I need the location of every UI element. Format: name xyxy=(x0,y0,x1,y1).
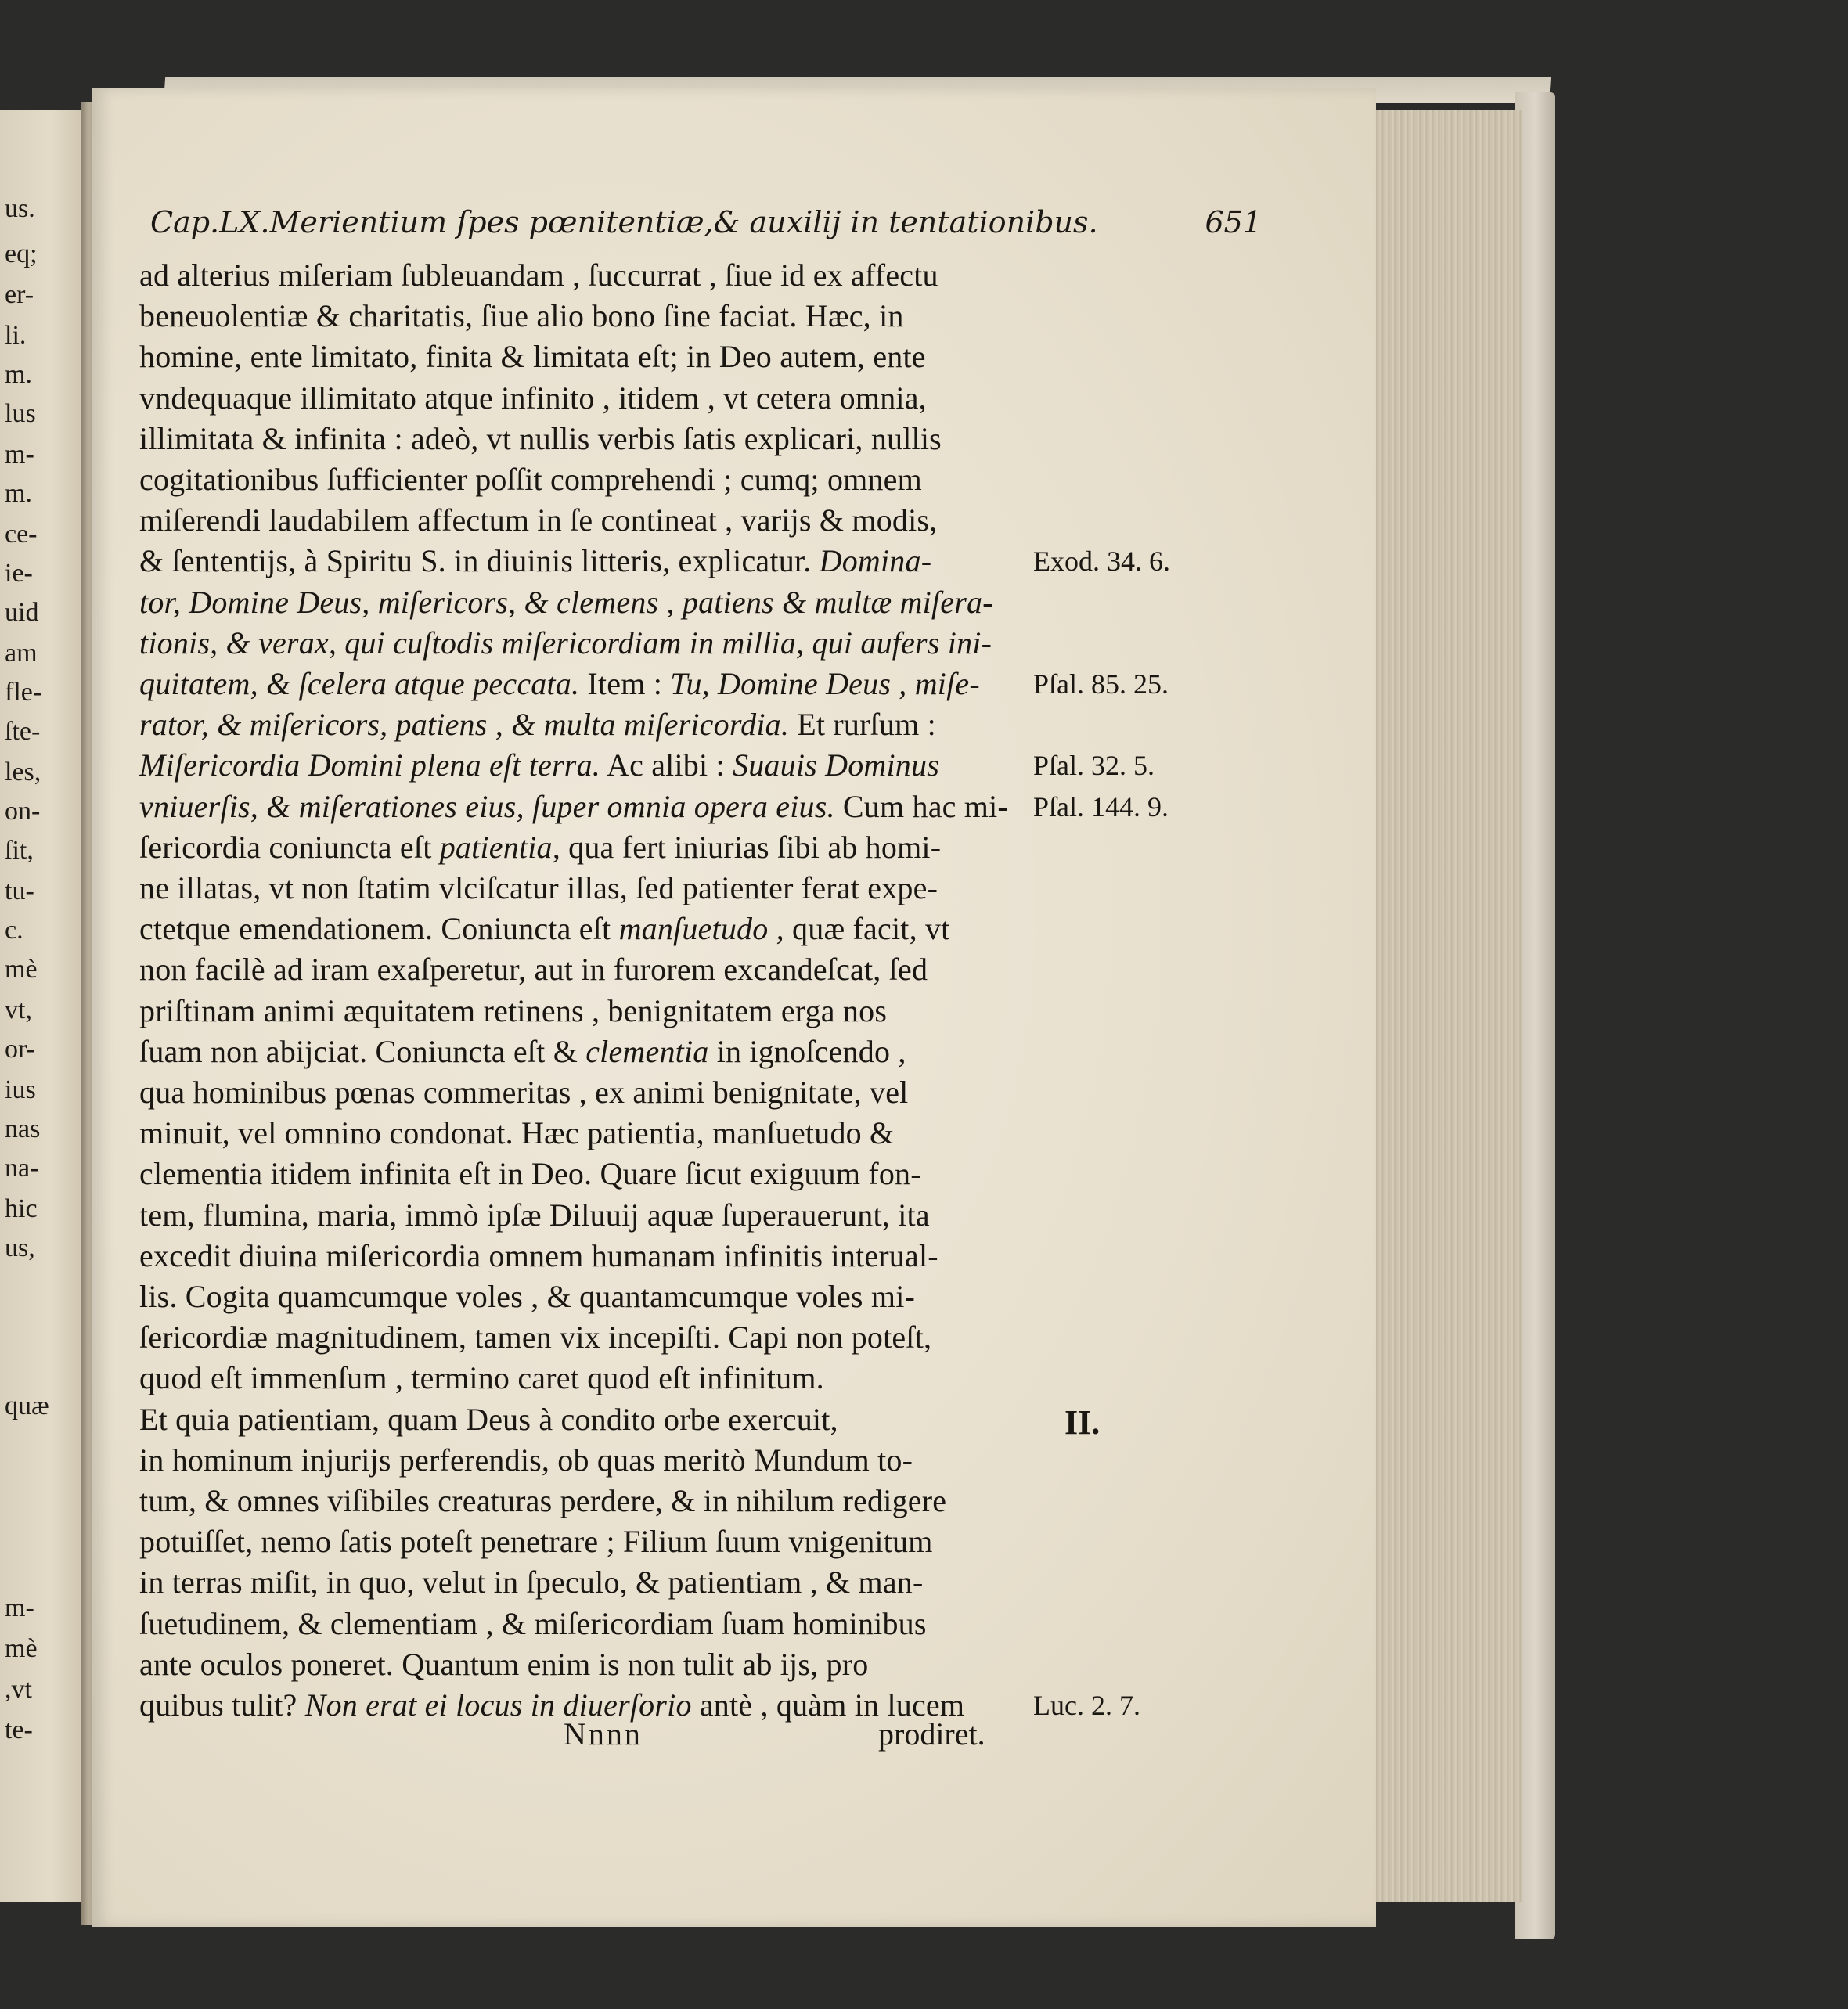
left-page-fragment: vt, xyxy=(5,995,32,1024)
marginal-reference: Exod. 34. 6. xyxy=(1033,545,1170,577)
left-page-fragment: les, xyxy=(5,758,41,787)
text-span: in ignoſcendo , xyxy=(708,1034,906,1069)
text-line xyxy=(139,1404,1018,1435)
left-page-fragment: on- xyxy=(5,797,41,826)
text-span: ſuam non abijciat. Coniuncta eſt & xyxy=(139,1034,586,1069)
text-line xyxy=(139,257,1018,293)
italic-span: tionis, & verax, qui cuſtodis miſericordiam in millia, qui aufers ini- xyxy=(139,625,992,661)
marginal-reference: Luc. 2. 7. xyxy=(1033,1690,1140,1721)
text-span: Cum hac mi- xyxy=(834,789,1008,824)
left-page xyxy=(0,110,85,1902)
text-span: antè , quàm in lucem xyxy=(691,1687,965,1723)
text-line xyxy=(139,1649,1018,1680)
text-line xyxy=(139,1485,1018,1517)
text-span: lis. Cogita quamcumque voles , & quantamcumque voles mi- xyxy=(139,1279,916,1314)
italic-span: clementia xyxy=(585,1034,709,1069)
text-span: quæ facit, vt xyxy=(784,911,950,946)
marginal-reference: Pſal. 144. 9. xyxy=(1033,791,1169,823)
text-line xyxy=(139,1197,1018,1233)
text-span: minuit, vel omnino condonat. Hæc patientia, manſuetudo & xyxy=(139,1115,895,1150)
left-page-fragment: ius xyxy=(5,1075,36,1104)
text-line xyxy=(139,1442,1018,1478)
text-span: ſuetudinem, & clementiam , & miſericordiam ſuam hominibus xyxy=(139,1606,927,1641)
text-span: cogitationibus ſufficienter poſſit comprehendi ; cumq; omnem xyxy=(139,462,922,497)
text-line xyxy=(139,464,1018,495)
left-page-fragment: or- xyxy=(5,1035,35,1064)
section-number: II. xyxy=(1064,1403,1101,1442)
text-line xyxy=(139,954,1018,985)
text-span: ne illatas, vt non ſtatim vlciſcatur illas, ſed patienter ferat expe- xyxy=(139,870,938,905)
running-head xyxy=(150,205,1262,239)
text-line xyxy=(139,1360,1018,1395)
text-line xyxy=(139,709,1018,740)
text-line xyxy=(139,1115,1018,1150)
left-page-fragment: li. xyxy=(5,321,27,350)
left-page-fragment: m. xyxy=(5,360,32,389)
text-line xyxy=(139,1526,1018,1557)
text-span: ſericordia coniuncta eſt xyxy=(139,830,440,865)
text-span: priſtinam animi æquitatem retinens , benignitatem erga nos xyxy=(139,993,888,1028)
text-span: in terras miſit, in quo, velut in ſpeculo, & patientiam , & man- xyxy=(139,1564,924,1600)
text-span: & ſententijs, à Spiritu S. in diuinis litteris, explicatur. xyxy=(139,543,820,578)
text-span: homine, ente limitato, finita & limitata eſt; in Deo autem, ente xyxy=(139,339,926,374)
text-span: excedit diuina miſericordia omnem humanam infinitis interual- xyxy=(139,1238,938,1273)
text-line xyxy=(139,423,1018,455)
text-span: potuiſſet, nemo ſatis poteſt penetrare ; Filium ſuum vnigenitum xyxy=(139,1524,933,1559)
left-page-fragment: m- xyxy=(5,440,34,469)
italic-span: tor, Domine Deus, miſericors, & clemens , patiens & multæ miſera- xyxy=(139,585,993,620)
left-page-fragment: er- xyxy=(5,280,34,309)
text-line xyxy=(139,832,1018,863)
text-span: vndequaque illimitato atque infinito , itidem , vt cetera omnia, xyxy=(139,380,927,416)
text-line xyxy=(139,791,1018,823)
marginal-reference: Pſal. 32. 5. xyxy=(1033,750,1155,781)
text-span: clementia itidem infinita eſt in Deo. Quare ſicut exiguum fon- xyxy=(139,1156,921,1191)
italic-span: vniuerſis, & miſerationes eius, ſuper omnia opera eius. xyxy=(139,789,835,824)
text-span: in hominum injurijs perferendis, ob quas meritò Mundum to- xyxy=(139,1442,913,1478)
text-span: Et rurſum : xyxy=(789,707,936,742)
text-line xyxy=(139,1281,1018,1312)
left-page-fragment: c. xyxy=(5,916,23,945)
text-span: non facilè ad iram exaſperetur, aut in furorem excandeſcat, ſed xyxy=(139,952,928,987)
left-page-fragment: ſit, xyxy=(5,836,34,865)
italic-span: rator, & miſericors, patiens , & multa miſericordia. xyxy=(139,707,790,742)
left-page-fragment: m. xyxy=(5,479,32,508)
text-span: ad alterius miſeriam ſubleuandam , ſuccurrat , ſiue id ex affectu xyxy=(139,257,938,293)
text-span: ctetque emendationem. Coniuncta eſt xyxy=(139,911,619,946)
italic-span: Tu, Domine Deus , miſe- xyxy=(670,666,980,701)
left-page-fragment: ,vt xyxy=(5,1675,32,1704)
text-line xyxy=(139,587,1018,618)
text-line xyxy=(139,1158,1018,1190)
running-head-title: Cap.LX.Merientium ſpes pœnitentiæ,& auxilij in tentationibus. xyxy=(150,205,1098,239)
left-page-fragment: m- xyxy=(5,1593,34,1622)
text-span: ſericordiæ magnitudinem, tamen vix incepiſti. Capi non poteſt, xyxy=(139,1320,932,1355)
page-block-edge xyxy=(1366,110,1522,1902)
italic-span: Miſericordia Domini plena eſt terra. xyxy=(139,747,600,783)
left-page-fragment: tu- xyxy=(5,877,34,905)
text-line xyxy=(139,870,1018,905)
text-line xyxy=(139,995,1018,1027)
signature-mark: Nnnn xyxy=(564,1716,643,1752)
italic-span: quitatem, & ſcelera atque peccata. xyxy=(139,666,580,701)
text-line xyxy=(139,1077,1018,1108)
text-span: quod eſt immenſum , termino caret quod eſt infinitum. xyxy=(139,1360,824,1395)
text-span: qua fert iniurias ſibi ab homi- xyxy=(560,830,942,865)
text-line xyxy=(139,668,1018,700)
text-line xyxy=(139,625,1018,661)
text-span: Et quia patientiam, quam Deus à condito orbe exercuit, xyxy=(139,1402,838,1437)
left-page-fragment: quæ xyxy=(5,1392,49,1420)
text-span: Item : xyxy=(579,666,671,701)
left-page-fragment: ſte- xyxy=(5,717,41,746)
text-line xyxy=(139,380,1018,416)
text-span: tum, & omnes viſibiles creaturas perdere, & in nihilum redigere xyxy=(139,1483,947,1518)
left-page-fragment: ie- xyxy=(5,559,33,588)
text-span: Ac alibi : xyxy=(600,747,733,783)
text-span: ante oculos poneret. Quantum enim is non tulit ab ijs, pro xyxy=(139,1647,869,1682)
left-page-fragment: mè xyxy=(5,955,38,984)
text-line xyxy=(139,913,1018,945)
left-page-fragment: am xyxy=(5,639,38,668)
left-page-fragment: ce- xyxy=(5,520,38,549)
text-line xyxy=(139,1240,1018,1272)
left-page-fragment: nas xyxy=(5,1114,41,1143)
left-page-fragment: na- xyxy=(5,1154,39,1183)
text-line xyxy=(139,1322,1018,1353)
left-page-fragment: us, xyxy=(5,1233,35,1262)
text-span: beneuolentiæ & charitatis, ſiue alio bono ſine faciat. Hæc, in xyxy=(139,298,904,333)
text-line xyxy=(139,1564,1018,1600)
text-span: illimitata & infinita : adeò, vt nullis verbis ſatis explicari, nullis xyxy=(139,421,942,456)
italic-span: Suauis Dominus xyxy=(733,747,939,783)
italic-span: Non erat ei locus in diuerſorio xyxy=(304,1687,692,1723)
text-span: tem, flumina, maria, immò ipſæ Diluuij aquæ ſuperauerunt, ita xyxy=(139,1197,930,1233)
text-line xyxy=(139,502,1018,538)
page-number: 651 xyxy=(1205,205,1262,239)
text-line xyxy=(139,1036,1018,1068)
text-line xyxy=(139,1608,1018,1640)
text-span: quibus tulit? xyxy=(139,1687,305,1723)
text-line xyxy=(139,545,1018,577)
marginal-reference: Pſal. 85. 25. xyxy=(1033,668,1169,700)
left-page-fragment: mè xyxy=(5,1634,38,1663)
text-line xyxy=(139,341,1018,373)
left-page-fragment: te- xyxy=(5,1716,33,1744)
left-page-fragment: hic xyxy=(5,1194,38,1223)
left-page-fragment: uid xyxy=(5,598,39,627)
italic-span: Domina- xyxy=(819,543,932,578)
text-span: qua hominibus pœnas commeritas , ex animi benignitate, vel xyxy=(139,1075,909,1110)
text-line xyxy=(139,298,1018,333)
text-line xyxy=(139,747,1018,783)
italic-span: manſuetudo , xyxy=(618,911,784,946)
text-span: miſerendi laudabilem affectum in ſe contineat , varijs & modis, xyxy=(139,502,938,538)
left-page-fragment: us. xyxy=(5,194,35,223)
left-page-fragment: eq; xyxy=(5,239,38,268)
left-page-fragment: fle- xyxy=(5,678,42,707)
left-page-fragment: lus xyxy=(5,399,36,428)
italic-span: patientia, xyxy=(439,830,560,865)
catchword: prodiret. xyxy=(878,1716,985,1752)
